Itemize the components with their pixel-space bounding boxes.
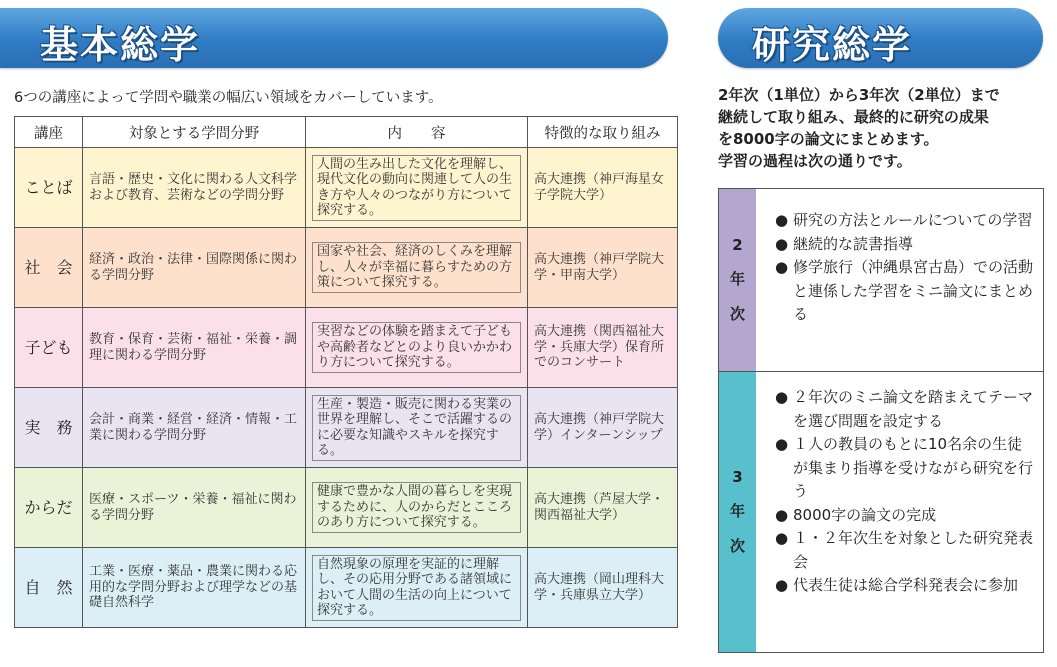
year3-label: [719, 372, 756, 652]
bullet-icon: ●: [775, 529, 789, 547]
list-item: [775, 386, 1035, 433]
list-item-text: 継続的な読書指導: [793, 234, 914, 253]
year2-label: [719, 189, 756, 371]
feature-cell: 高大連携（神戸海星女子学院大学）: [528, 148, 678, 228]
feature-cell: 高大連携（岡山理科大学・兵庫県立大学）: [528, 548, 678, 628]
content-text: 国家や社会、経済のしくみを理解し、人々が幸福に暮らすための方策について探究する。: [312, 242, 521, 293]
year2-label-char: 2: [732, 236, 743, 254]
header-field: 対象とする学問分野: [83, 117, 306, 148]
table-row: [15, 228, 678, 308]
kenkyu-intro-line: 継続して取り組み、最終的に研究の成果: [718, 108, 989, 126]
kihon-banner: [0, 8, 668, 68]
content-cell: [306, 148, 528, 228]
list-item: [775, 433, 1035, 504]
course-name-cell: 自 然: [15, 548, 83, 628]
kenkyu-title: 研究総学: [752, 22, 913, 67]
content-text: 生産・製造・販売に関わる実業の世界を理解し、そこで活躍するのに必要な知識やスキルを探究する。: [312, 395, 521, 461]
course-name-cell: ことば: [15, 148, 83, 228]
year3-box: [718, 372, 1044, 653]
list-item: [775, 233, 1035, 257]
bullet-icon: ●: [775, 258, 789, 276]
kenkyu-intro-line: 学習の過程は次の通りです。: [718, 152, 912, 170]
list-item: [775, 527, 1035, 574]
list-item-text: 代表生徒は総合学科発表会に参加: [793, 576, 1019, 594]
course-name-cell: 子ども: [15, 308, 83, 388]
list-item-text: ２年次のミニ論文を踏まえてテーマを選び問題を設定する: [793, 388, 1034, 430]
feature-cell: 高大連携（神戸学院大学）インターンシップ: [528, 388, 678, 468]
bullet-icon: ●: [775, 211, 789, 229]
list-item-text: 8000字の論文の完成: [793, 505, 937, 524]
list-item: [775, 504, 1035, 528]
content-cell: [306, 548, 528, 628]
feature-cell: 高大連携（神戸学院大学・甲南大学）: [528, 228, 678, 308]
list-item-text: 研究の方法とルールについての学習: [793, 211, 1033, 229]
table-header-row: [15, 117, 678, 148]
list-item-text: １人の教員のもとに10名余の生徒が集まり指導を受けながら研究を行う: [793, 435, 1034, 500]
content-cell: [306, 308, 528, 388]
kenkyu-intro-line: 2年次（1単位）から3年次（2単位）まで: [718, 86, 1000, 104]
field-cell: 言語・歴史・文化に関わる人文科学および教育、芸術などの学問分野: [83, 148, 306, 228]
bullet-icon: ●: [775, 234, 789, 253]
content-text: 健康で豊かな人間の暮らしを実現するために、人のからだとこころのあり方について探究する。: [312, 482, 521, 533]
courses-table: [14, 116, 678, 628]
year2-list: [775, 209, 1035, 327]
header-feature: 特徴的な取り組み: [528, 117, 678, 148]
table-row: [15, 548, 678, 628]
list-item: [775, 209, 1035, 233]
content-text: 実習などの体験を踏まえて子どもや高齢者などとのより良いかかわり方について探究する。: [312, 322, 521, 373]
course-name-cell: 社 会: [15, 228, 83, 308]
field-cell: 工業・医療・薬品・農業に関わる応用的な学問分野および理学などの基礎自然科学: [83, 548, 306, 628]
bullet-icon: ●: [775, 576, 789, 594]
feature-cell: 高大連携（芦屋大学・関西福祉大学）: [528, 468, 678, 548]
kihon-title: 基本総学: [40, 22, 201, 67]
table-row: [15, 468, 678, 548]
list-item: [775, 256, 1035, 327]
list-item: [775, 574, 1035, 598]
field-cell: 教育・保育・芸術・福祉・栄養・調理に関わる学問分野: [83, 308, 306, 388]
content-cell: [306, 388, 528, 468]
year2-box: [718, 188, 1044, 372]
year3-label-char: 年: [729, 502, 745, 520]
kenkyu-intro-line: を8000字の論文にまとめます。: [718, 130, 939, 148]
content-text: 自然現象の原理を実証的に理解し、その応用分野である諸領域において人間の生活の向上について探究する。: [312, 555, 521, 621]
course-name-cell: 実 務: [15, 388, 83, 468]
list-item-text: 修学旅行（沖縄県宮古島）での活動と連係した学習をミニ論文にまとめる: [793, 258, 1034, 323]
bullet-icon: ●: [775, 505, 789, 524]
header-course: 講座: [15, 117, 83, 148]
list-item-text: １・２年次生を対象とした研究発表会: [793, 529, 1034, 571]
field-cell: 経済・政治・法律・国際関係に関わる学問分野: [83, 228, 306, 308]
kenkyu-intro: [718, 84, 1048, 172]
year3-label-char: 3: [732, 468, 743, 486]
course-name-cell: からだ: [15, 468, 83, 548]
table-row: [15, 148, 678, 228]
feature-cell: 高大連携（関西福祉大学・兵庫大学）保育所でのコンサート: [528, 308, 678, 388]
kenkyu-banner: [718, 8, 1043, 68]
bullet-icon: ●: [775, 435, 789, 453]
field-cell: 医療・スポーツ・栄養・福祉に関わる学問分野: [83, 468, 306, 548]
content-text: 人間の生み出した文化を理解し、現代文化の動向に関連して人の生き方や人々のつながり方について探究する。: [312, 155, 521, 221]
year3-list: [775, 386, 1035, 598]
field-cell: 会計・商業・経営・経済・情報・工業に関わる学問分野: [83, 388, 306, 468]
content-cell: [306, 228, 528, 308]
bullet-icon: ●: [775, 388, 789, 406]
table-row: [15, 308, 678, 388]
year2-label-char: 次: [729, 305, 745, 323]
table-row: [15, 388, 678, 468]
kihon-intro: 6つの講座によって学問や職業の幅広い領域をカバーしています。: [14, 90, 443, 106]
year2-label-char: 年: [729, 270, 745, 288]
header-content: 内 容: [306, 117, 528, 148]
content-cell: [306, 468, 528, 548]
year3-label-char: 次: [729, 537, 745, 555]
